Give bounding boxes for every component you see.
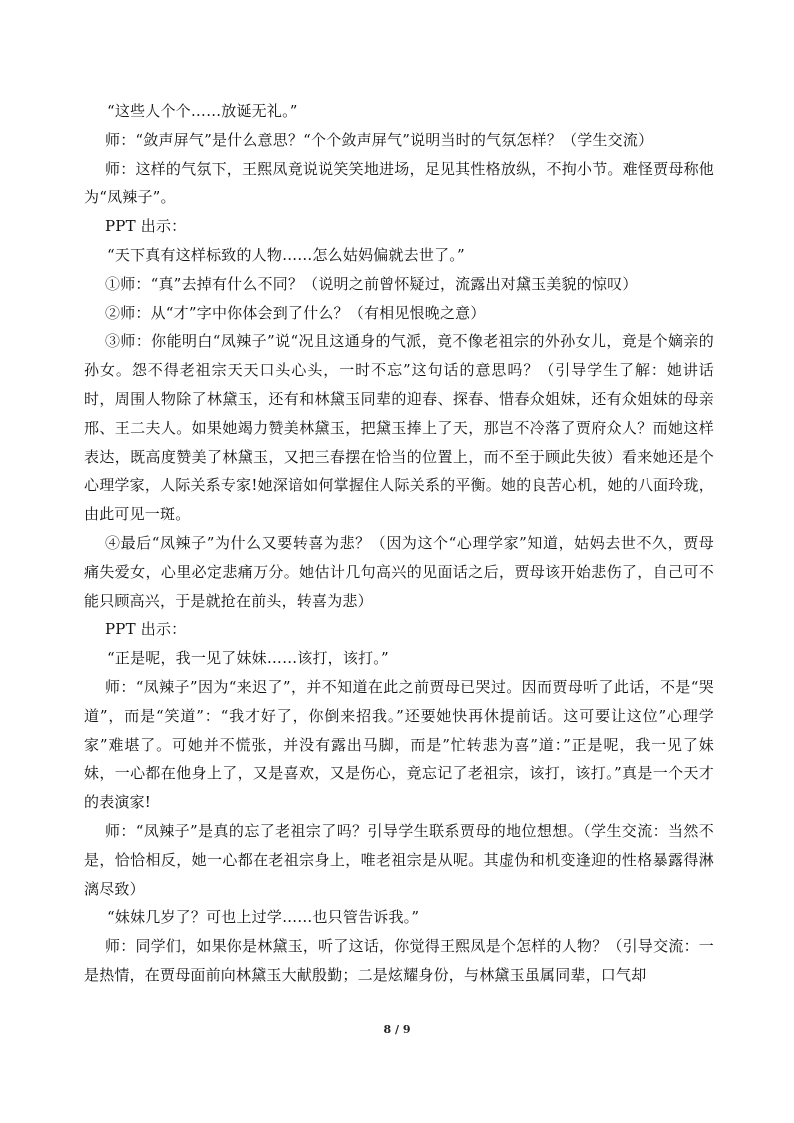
document-body — [84, 97, 714, 990]
body-paragraph: ①师：“真”去掉有什么不同？（说明之前曾怀疑过，流露出对黛玉美貌的惊叹） — [105, 274, 638, 293]
ppt-label: PPT 出示： — [105, 217, 187, 236]
quote-paragraph: “妹妹几岁了？可也上过学……也只管告诉我。” — [107, 908, 420, 927]
body-paragraph: ③师：你能明白“凤辣子”说“况且这通身的气派，竟不像老祖宗的外孙女儿，竟是个嫡亲的孙女。怨不得老祖宗天天口头心头，一时不忘”这句话的意思吗？（引导学生了解：她讲话时，周围人物除了林黛玉，还有和林黛玉同辈的迎春、探春、惜春众姐妹，还有众姐妹的母亲邢、王二夫人。如果她竭力赞美林黛玉，把黛玉捧上了天，那岂不冷落了贾府众人？而她这样表达，既高度赞美了林黛玉，又把三春摆在恰当的位置上，而不至于顾此失彼）看来她还是个心理学家，人际关系专家!她深谙如何掌握住人际关系的平衡。她的良苦心机，她的八面玲珑，由此可见一斑。 — [84, 332, 714, 524]
body-paragraph: 师：“凤辣子”因为“来迟了”，并不知道在此之前贾母已哭过。因而贾母听了此话，不是“哭道”，而是“笑道”：“我才好了，你倒来招我。”还要她快再休提前话。这可要让这位”心理学家”难堪了。可她并不慌张，并没有露出马脚，而是”忙转悲为喜”道：”正是呢，我一见了妹妹，一心都在他身上了，又是喜欢，又是伤心，竟忘记了老祖宗，该打，该打。”真是一个天才的表演家! — [84, 677, 714, 812]
quote-paragraph: “天下真有这样标致的人物……怎么姑妈偏就去世了。” — [107, 245, 465, 264]
body-paragraph: 师：“敛声屏气”是什么意思？“个个敛声屏气”说明当时的气氛怎样？（学生交流） — [105, 130, 654, 149]
ppt-label: PPT 出示： — [105, 620, 187, 639]
body-paragraph: 师：同学们，如果你是林黛玉，听了这话，你觉得王熙凤是个怎样的人物？（引导交流：一是热情，在贾母面前向林黛玉大献殷勤；二是炫耀身份，与林黛玉虽属同辈，口气却 — [84, 937, 714, 984]
body-paragraph: ②师：从“才”字中你体会到了什么？（有相见恨晚之意） — [105, 303, 486, 322]
body-paragraph: ④最后“凤辣子”为什么又要转喜为悲？（因为这个“心理学家”知道，姑妈去世不久，贾母痛失爱女，心里必定悲痛万分。她估计几句高兴的见面话之后，贾母该开始悲伤了，自己可不能只顾高兴，于是就抢在前头，转喜为悲） — [84, 533, 714, 610]
body-paragraph: 师：“凤辣子”是真的忘了老祖宗了吗？引导学生联系贾母的地位想想。（学生交流：当然不是，恰恰相反，她一心都在老祖宗身上，唯老祖宗是从呢。其虚伪和机变逢迎的性格暴露得淋漓尽致） — [84, 821, 714, 898]
quote-paragraph: “这些人个个……放诞无礼。” — [107, 102, 298, 120]
quote-paragraph: “正是呢，我一见了妹妹……该打，该打。” — [107, 649, 389, 668]
body-paragraph: 师：这样的气氛下，王熙凤竟说说笑笑地进场，足见其性格放纵，不拘小节。难怪贾母称他为“凤辣子”。 — [84, 159, 714, 207]
page-number: 8 / 9 — [383, 1023, 411, 1036]
